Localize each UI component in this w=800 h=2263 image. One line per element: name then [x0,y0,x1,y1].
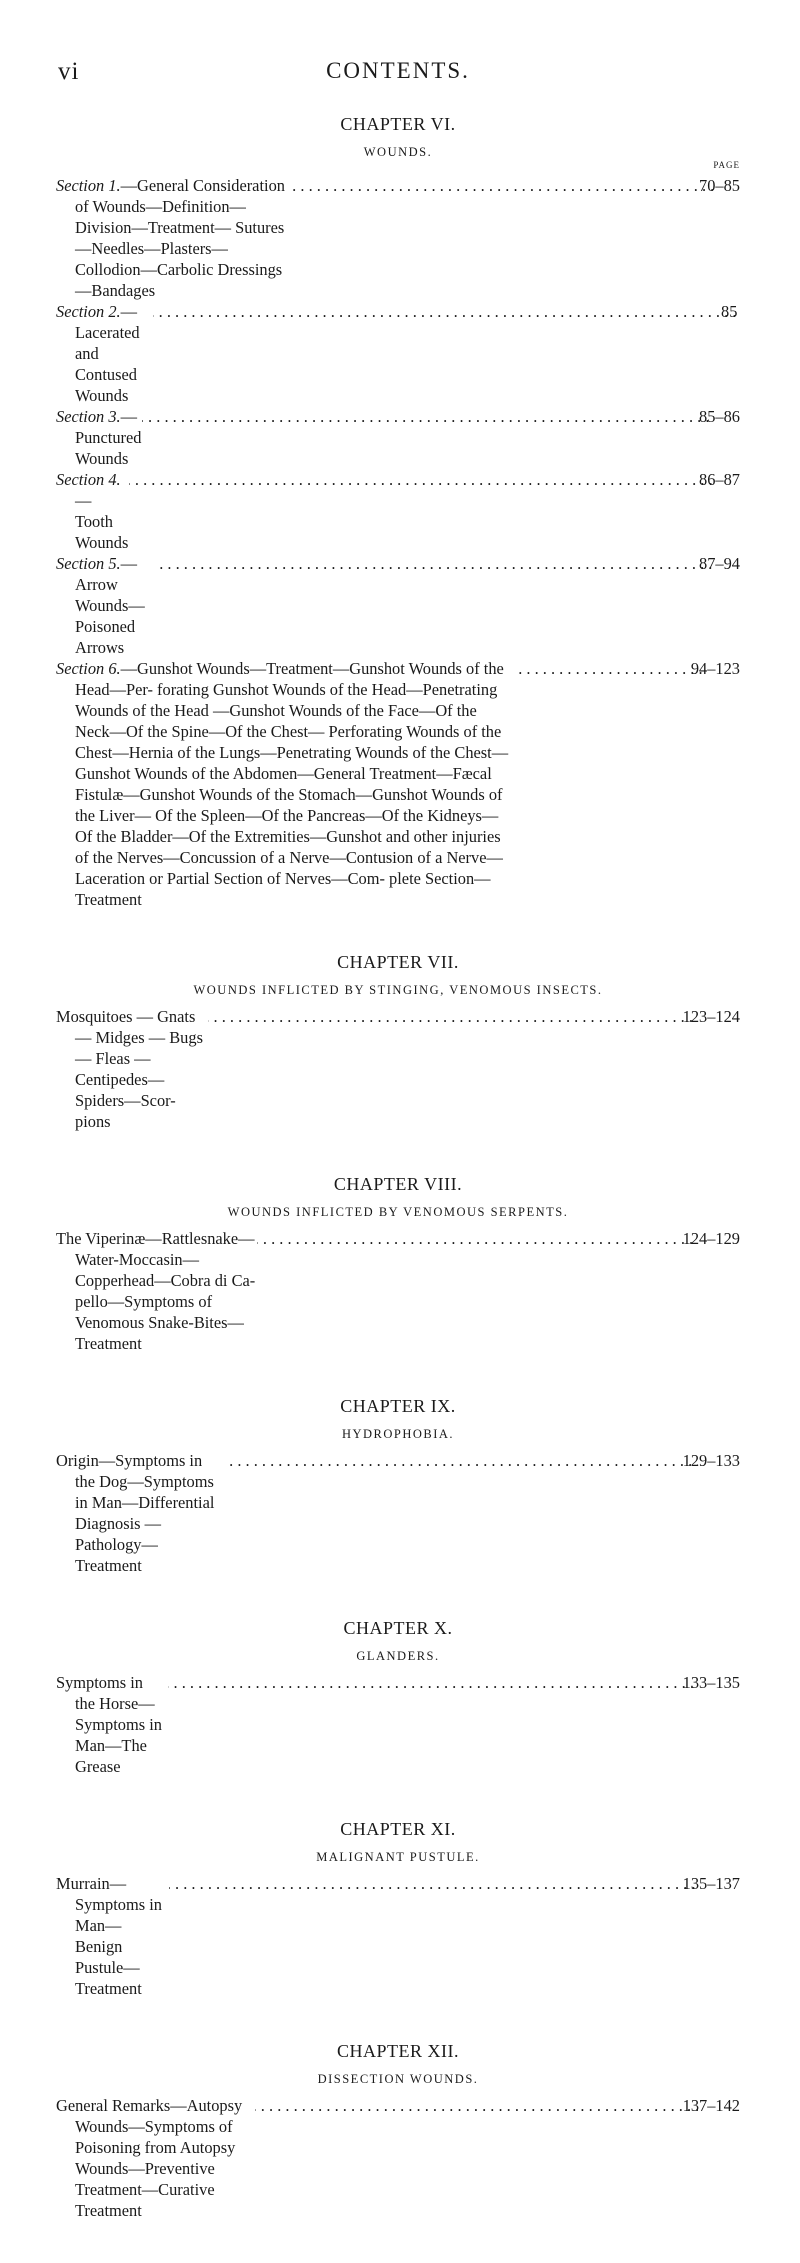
entry-list [56,1672,740,1777]
page-range: 129–133 [682,1451,740,1470]
chapter-title: CHAPTER XII. [337,2041,459,2061]
dot-leader [513,658,706,679]
page-number: vi [58,58,80,85]
chapter-subtitle: WOUNDS. [363,145,433,159]
dot-leader [154,553,714,574]
dot-leader [255,2095,697,2116]
chapter-title: CHAPTER VIII. [333,1174,463,1194]
section-label: Section 5. [56,554,121,573]
entry-description [56,658,512,910]
chapter-subtitle: HYDROPHOBIA. [341,1427,455,1441]
chapter-block [56,114,740,910]
toc-entry [56,658,740,910]
toc-entry [56,175,740,301]
chapter-subtitle: MALIGNANT PUSTULE. [316,1850,480,1864]
entry-description [56,1873,168,1999]
page-range: 94–123 [690,659,740,678]
page-range: 87–94 [699,554,740,573]
dot-leader [168,1672,698,1693]
entry-description [56,1006,207,1132]
chapter-title: CHAPTER X. [343,1618,453,1638]
entry-description [56,406,142,469]
toc-entry [56,2095,740,2221]
toc-entry [56,1450,740,1576]
section-label: Section 6. [56,659,121,678]
entry-text: Symptoms in the Horse—Symptoms in Man—The Grease [56,1673,162,1776]
entry-text: Origin—Symptoms in the Dog—Symptoms in Man—Differential Diagnosis —Pathology—Treatment [56,1451,215,1575]
entry-description [56,301,152,406]
running-head [58,58,738,88]
dot-leader [153,301,736,322]
page-range: 135–137 [682,1874,740,1893]
entry-list [56,1006,740,1132]
entry-description [56,1450,223,1576]
entry-text: General Remarks—Autopsy Wounds—Symptoms of Poisoning from Autopsy Wounds—Preventive Treatment—Curative Treatment [56,2096,243,2220]
chapter-block [56,1618,740,1777]
toc-entry [56,469,740,553]
toc-entry [56,1006,740,1132]
chapter-subtitle: WOUNDS INFLICTED BY VENOMOUS SERPENTS. [227,1205,569,1219]
dot-leader [142,406,714,427]
toc-entry [56,1228,740,1354]
chapter-block [56,1396,740,1576]
entry-list [56,1228,740,1354]
toc-entry [56,553,740,658]
entry-list [56,1873,740,1999]
chapter-block [56,1819,740,1999]
chapter-subtitle: GLANDERS. [356,1649,440,1663]
entry-text: —Lacerated and Contused Wounds [75,302,140,405]
entry-list [56,1450,740,1576]
chapter-block [56,2041,740,2221]
dot-leader [129,469,714,490]
dot-leader [224,1450,698,1471]
entry-description [56,2095,254,2221]
dot-leader [287,175,714,196]
chapter-title: CHAPTER VII. [337,952,459,972]
table-of-contents [56,114,740,2263]
entry-text: Mosquitoes — Gnats — Midges — Bugs — Fleas — Centipedes—Spiders—Scor- pions [56,1007,203,1131]
entry-text: —Punctured Wounds [75,407,142,468]
dot-leader [169,1873,697,1894]
entry-description [56,1228,256,1354]
chapter-title: CHAPTER IX. [340,1396,456,1416]
chapter-block [56,952,740,1132]
entry-text: The Viperinæ—Rattlesnake—Water-Moccasin—Copperhead—Cobra di Ca- pello—Symptoms of Venomous Snake-Bites—Treatment [56,1229,256,1353]
chapter-title: CHAPTER XI. [340,1819,456,1839]
toc-entry [56,1873,740,1999]
page-range: 137–142 [682,2096,740,2115]
page-range: 85–86 [699,407,740,426]
page-range: 124–129 [682,1229,740,1248]
section-label: Section 1. [56,176,121,195]
section-label: Section 4. [56,470,121,489]
chapter-subtitle: DISSECTION WOUNDS. [317,2072,479,2086]
entry-text: Murrain—Symptoms in Man—Benign Pustule—Treatment [56,1874,162,1998]
entry-description [56,469,129,553]
dot-leader [208,1006,698,1027]
entry-text: —Gunshot Wounds—Treatment—Gunshot Wounds of the Head—Per- forating Gunshot Wounds of the Head—Penetrating Wounds of the Head —Gunshot Wounds of the Face—Of the Neck—Of the Spine—Of the Chest— Perforating Wounds of the Chest—Hernia of the Lungs—Penetrating Wounds of the Chest—Gunshot Wounds of the Abdomen—General Treatment—Fæcal Fistulæ—Gunshot Wounds of the Stomach—Gunshot Wounds of the Liver— Of the Spleen—Of the Pancreas—Of the Kidneys—Of the Bladder—Of the Extremities—Gunshot and other injuries of the Nerves—Concussion of a Nerve—Contusion of a Nerve—Laceration or Partial Section of Nerves—Com- plete Section—Treatment [75,659,509,909]
chapter-subtitle: WOUNDS INFLICTED BY STINGING, VENOMOUS INSECTS. [193,983,603,997]
entry-description [56,553,153,658]
entry-list [56,175,740,910]
toc-entry [56,406,740,469]
page-range: 86–87 [699,470,740,489]
entry-text: —Tooth Wounds [75,491,129,552]
page-column-label: PAGE [713,160,740,170]
section-label: Section 3. [56,407,121,426]
page-range: 70–85 [699,176,740,195]
toc-entry [56,1672,740,1777]
chapter-block [56,1174,740,1354]
entry-description [56,175,286,301]
toc-entry: Section 2.—Lacerated and Contused Wounds . . . 85 [56,301,740,406]
page-range: 123–124 [682,1007,740,1026]
dot-leader [257,1228,697,1249]
entry-text: —Arrow Wounds—Poisoned Arrows [75,554,145,657]
entry-text: —General Consideration of Wounds—Definition—Division—Treatment— Sutures—Needles—Plasters—Collodion—Carbolic Dressings—Bandages [75,176,285,300]
page-range: 133–135 [682,1673,740,1692]
entry-list [56,2095,740,2221]
section-label: Section 2. [56,302,121,321]
chapter-title: CHAPTER VI. [340,114,456,134]
running-title: CONTENTS. [326,58,470,83]
entry-description [56,1672,167,1777]
